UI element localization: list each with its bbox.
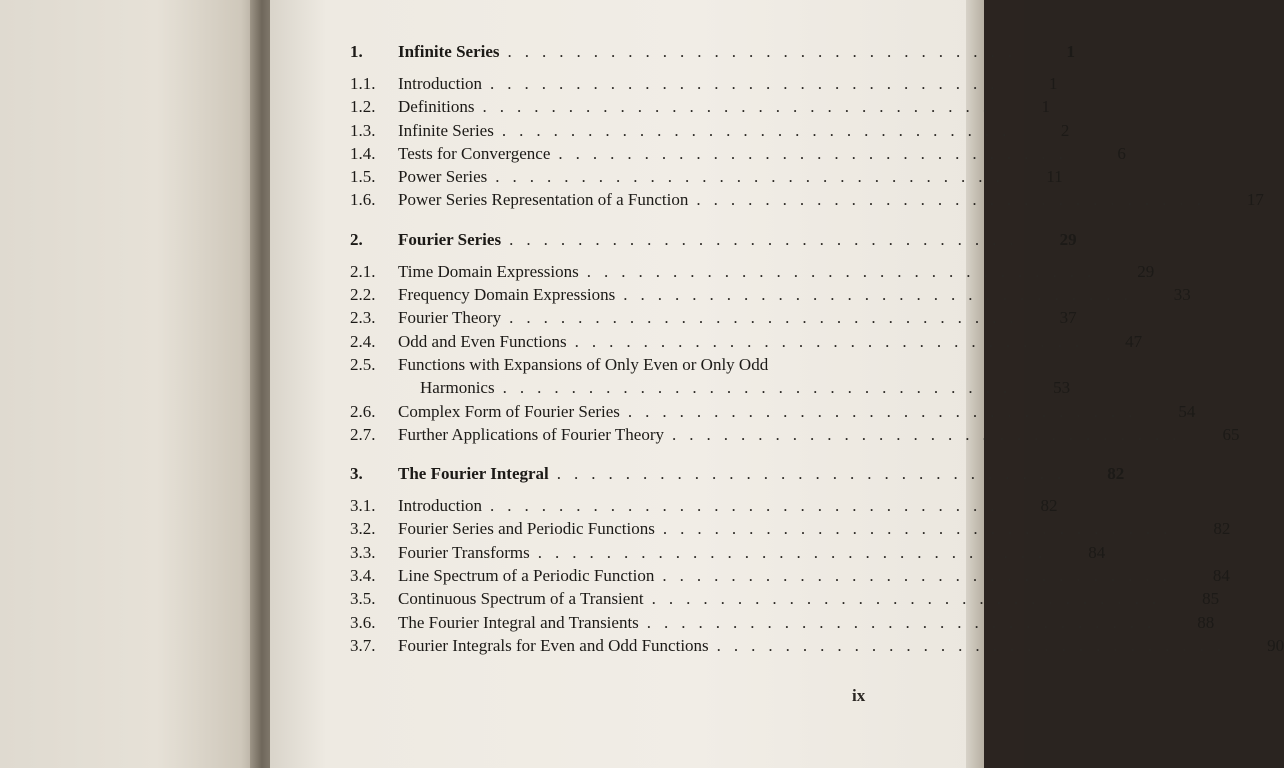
chapter-heading (350, 38, 1076, 66)
section-row (350, 423, 1240, 446)
dot-leader: .............................. (490, 496, 1008, 516)
section-title: Fourier Theory (398, 308, 502, 328)
chapter-page: 82 (1107, 464, 1125, 484)
section-row (350, 587, 1220, 610)
section-number: 1.1. (350, 74, 376, 93)
dot-leader: .............................. (502, 378, 1021, 398)
section-page: 29 (1137, 261, 1155, 281)
section-title: Introduction (398, 74, 483, 93)
section-page: 90 (1267, 635, 1284, 655)
section-title: Power Series Representation of a Function (398, 190, 689, 210)
chapter-3 (350, 460, 1284, 657)
dot-leader: .............................. (490, 74, 1008, 93)
section-number: 3.2. (350, 519, 376, 539)
section-row (350, 260, 1155, 283)
chapter-page: 1 (1066, 42, 1076, 61)
section-row (350, 188, 1264, 211)
section-page: 84 (1212, 566, 1230, 586)
section-title: Functions with Expansions of Only Even or Only Odd (398, 354, 769, 374)
chapter-1 (350, 38, 1264, 212)
section-page: 82 (1213, 519, 1231, 539)
section-page: 53 (1053, 378, 1071, 398)
section-page: 54 (1178, 401, 1196, 421)
section-number: 3.3. (350, 542, 376, 562)
section-page: 6 (1117, 143, 1126, 163)
section-page: 2 (1060, 120, 1070, 140)
dot-leader: .............................. (556, 464, 1075, 484)
section-continuation-row (350, 376, 1071, 399)
section-title: Fourier Transforms (398, 542, 530, 562)
chapter-title: The Fourier Integral (398, 464, 549, 484)
section-number: 1.5. (350, 167, 376, 187)
section-title: Further Applications of Fourier Theory (398, 424, 664, 444)
section-title: Infinite Series (398, 120, 494, 140)
chapter-number: 2. (350, 229, 363, 249)
section-number: 2.4. (350, 331, 376, 351)
section-page: 17 (1246, 190, 1264, 210)
section-number: 2.3. (350, 308, 376, 328)
section-page: 47 (1125, 331, 1143, 351)
section-page: 1 (1041, 97, 1050, 117)
section-page: 1 (1049, 74, 1058, 93)
chapter-page: 29 (1059, 229, 1077, 249)
section-number: 3.7. (350, 635, 376, 655)
section-row (350, 517, 1231, 540)
dot-leader: .............................. (586, 261, 1105, 281)
chapter-number: 1. (350, 42, 363, 61)
dot-leader: .............................. (495, 167, 1013, 187)
section-row (350, 165, 1063, 188)
section-number: 3.5. (350, 589, 376, 609)
dot-leader: .............................. (558, 143, 1076, 163)
section-number: 1.6. (350, 190, 376, 210)
dot-leader: .............................. (651, 589, 1170, 609)
section-row (350, 353, 910, 376)
dot-leader: .............................. (627, 401, 1146, 421)
dot-leader: .............................. (482, 97, 1000, 117)
section-number: 2.1. (350, 261, 376, 281)
section-row (350, 306, 1077, 329)
dot-leader: .............................. (574, 331, 1093, 351)
dot-leader: .............................. (662, 566, 1180, 586)
section-page: 84 (1088, 542, 1106, 562)
section-page: 82 (1040, 496, 1058, 516)
section-page: 37 (1059, 308, 1077, 328)
section-row (350, 72, 1058, 95)
section-title: Definitions (398, 97, 475, 117)
chapter-heading (350, 460, 1125, 488)
section-number: 1.2. (350, 97, 376, 117)
dot-leader: .............................. (646, 612, 1165, 632)
section-number: 3.6. (350, 612, 376, 632)
section-row (350, 142, 1126, 165)
section-title: Time Domain Expressions (398, 261, 579, 281)
chapter-title: Fourier Series (398, 229, 502, 249)
section-title: Complex Form of Fourier Series (398, 401, 620, 421)
chapter-number: 3. (350, 464, 363, 484)
dot-leader: .............................. (696, 190, 1214, 210)
section-number: 2.5. (350, 354, 376, 374)
section-row (350, 95, 1050, 118)
section-page: 33 (1173, 285, 1191, 305)
section-row (350, 494, 1058, 517)
dot-leader: .............................. (662, 519, 1181, 539)
dot-leader: .............................. (501, 120, 1020, 140)
section-page: 11 (1046, 167, 1063, 187)
section-title: Introduction (398, 496, 483, 516)
section-title: Continuous Spectrum of a Transient (398, 589, 644, 609)
section-title: Line Spectrum of a Periodic Function (398, 566, 655, 586)
dot-leader: .............................. (623, 285, 1141, 305)
section-number: 3.1. (350, 496, 376, 516)
section-page: 65 (1222, 424, 1240, 444)
section-title: Frequency Domain Expressions (398, 285, 616, 305)
chapter-2 (350, 226, 1240, 446)
chapter-title: Infinite Series (398, 42, 500, 61)
dot-leader: .............................. (716, 635, 1235, 655)
section-number: 2.6. (350, 401, 376, 421)
section-title: Fourier Integrals for Even and Odd Functions (398, 635, 709, 655)
dot-leader: .............................. (509, 308, 1027, 328)
section-number: 2.7. (350, 424, 376, 444)
section-row (350, 400, 1196, 423)
section-title-continuation: Harmonics (420, 378, 495, 398)
section-row (350, 541, 1106, 564)
dot-leader: .............................. (507, 42, 1026, 61)
left-page (0, 0, 262, 768)
page-folio: ix (852, 686, 866, 705)
chapter-heading (350, 226, 1077, 254)
section-title: Power Series (398, 167, 488, 187)
section-title: Odd and Even Functions (398, 331, 567, 351)
dot-leader: .............................. (509, 229, 1027, 249)
table-of-contents (350, 38, 1284, 671)
dot-leader: .............................. (537, 542, 1056, 562)
section-number: 1.3. (350, 120, 376, 140)
section-number: 1.4. (350, 143, 376, 163)
section-number: 2.2. (350, 285, 376, 305)
dot-leader: .............................. (671, 424, 1190, 444)
section-row (350, 119, 1070, 142)
section-title: The Fourier Integral and Transients (398, 612, 639, 632)
section-row (350, 634, 1284, 657)
section-row (350, 564, 1230, 587)
section-row (350, 611, 1215, 634)
section-row (350, 283, 1191, 306)
section-number: 3.4. (350, 566, 376, 586)
section-title: Fourier Series and Periodic Functions (398, 519, 655, 539)
section-page: 85 (1202, 589, 1220, 609)
section-title: Tests for Convergence (398, 143, 551, 163)
section-page: 88 (1197, 612, 1215, 632)
section-row (350, 330, 1143, 353)
